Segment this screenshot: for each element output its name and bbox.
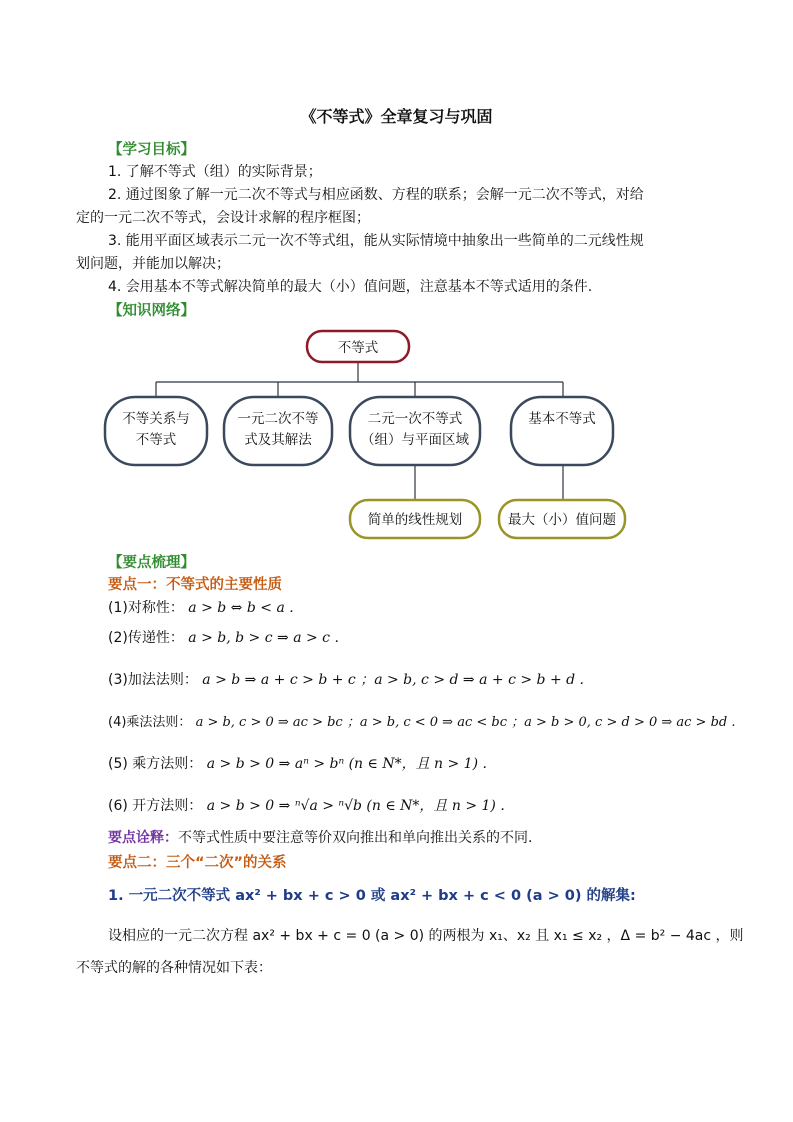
knowledge-network-diagram bbox=[0, 322, 793, 552]
node-linear-inequality-region bbox=[350, 397, 480, 465]
root-node-label: 不等式 bbox=[337, 340, 379, 356]
goal-line-3: 定的一元二次不等式，会设计求解的程序框图； bbox=[76, 210, 370, 226]
key-points-heading: 【要点梳理】 bbox=[108, 555, 195, 571]
intro-paragraph-line-2: 不等式的解的各种情况如下表： bbox=[76, 960, 272, 976]
property-6-label: (6) 开方法则： bbox=[108, 798, 203, 814]
note-text: 不等式性质中要注意等价双向推出和单向推出关系的不同. bbox=[178, 830, 533, 846]
leaf-1-label: 简单的线性规划 bbox=[367, 512, 463, 528]
note-line bbox=[108, 827, 758, 850]
node-3-line-1: 二元一次不等式 bbox=[367, 411, 463, 427]
property-2-formula: a > b, b > c ⇒ a > c . bbox=[188, 630, 339, 646]
node-quadratic-inequality bbox=[224, 397, 332, 465]
property-3-label: (3)加法法则： bbox=[108, 672, 198, 688]
node-1-line-2: 不等式 bbox=[135, 432, 177, 448]
page-title: 《不等式》全章复习与巩固 bbox=[300, 107, 493, 126]
property-5-formula: a > b > 0 ⇒ aⁿ > bⁿ (n ∈ N*，且 n > 1) . bbox=[206, 756, 487, 772]
property-6-formula: a > b > 0 ⇒ ⁿ√a > ⁿ√b (n ∈ N*，且 n > 1) . bbox=[206, 798, 505, 814]
leaf-2-label: 最大（小）值问题 bbox=[508, 512, 616, 528]
point-1-title: 要点一：不等式的主要性质 bbox=[108, 577, 282, 593]
learning-goals-heading: 【学习目标】 bbox=[108, 142, 195, 158]
property-4-label: (4)乘法法则： bbox=[108, 715, 192, 730]
intro-paragraph-line-1: 设相应的一元二次方程 ax² + bx + c = 0 (a > 0) 的两根为 x₁、x₂ 且 x₁ ≤ x₂ ，Δ = b² − 4ac ，则 bbox=[108, 928, 744, 944]
property-symmetry bbox=[108, 597, 758, 620]
property-1-label: (1)对称性： bbox=[108, 600, 184, 616]
property-4-formula: a > b, c > 0 ⇒ ac > bc ；a > b, c < 0 ⇒ ac < bc ；a > b > 0, c > d > 0 ⇒ ac > bd . bbox=[195, 715, 736, 730]
node-2-line-2: 式及其解法 bbox=[244, 432, 312, 448]
property-1-formula: a > b ⇔ b < a . bbox=[188, 600, 294, 616]
goal-line-2: 2. 通过图象了解一元二次不等式与相应函数、方程的联系；会解一元二次不等式，对给 bbox=[108, 187, 644, 203]
property-3-formula: a > b ⇒ a + c > b + c ；a > b, c > d ⇒ a + c > b + d . bbox=[202, 672, 585, 688]
goal-line-1: 1. 了解不等式（组）的实际背景； bbox=[108, 164, 322, 180]
note-label: 要点诠释： bbox=[108, 830, 178, 846]
node-1-line-1: 不等关系与 bbox=[122, 411, 190, 427]
goal-line-4: 3. 能用平面区域表示二元一次不等式组，能从实际情境中抽象出一些简单的二元线性规 bbox=[108, 233, 644, 249]
node-basic-inequality bbox=[511, 397, 613, 465]
property-root bbox=[108, 795, 758, 818]
property-power bbox=[108, 753, 758, 776]
property-transitivity bbox=[108, 627, 758, 650]
goal-line-5: 划问题，并能加以解决； bbox=[76, 256, 230, 272]
point-2-title: 要点二：三个“二次”的关系 bbox=[108, 855, 287, 871]
sub-1-title: 1. 一元二次不等式 ax² + bx + c > 0 或 ax² + bx + c < 0 (a > 0) 的解集: bbox=[108, 888, 636, 904]
network-heading: 【知识网络】 bbox=[108, 303, 195, 319]
property-multiplication bbox=[108, 711, 788, 734]
node-inequality-relation bbox=[105, 397, 207, 465]
node-3-line-2: （组）与平面区域 bbox=[361, 432, 469, 448]
property-addition bbox=[108, 669, 768, 692]
node-4-line-1: 基本不等式 bbox=[528, 411, 596, 427]
goal-line-6: 4. 会用基本不等式解决简单的最大（小）值问题，注意基本不等式适用的条件. bbox=[108, 279, 593, 295]
property-5-label: (5) 乘方法则： bbox=[108, 756, 203, 772]
property-2-label: (2)传递性： bbox=[108, 630, 184, 646]
node-2-line-1: 一元二次不等 bbox=[237, 411, 319, 427]
